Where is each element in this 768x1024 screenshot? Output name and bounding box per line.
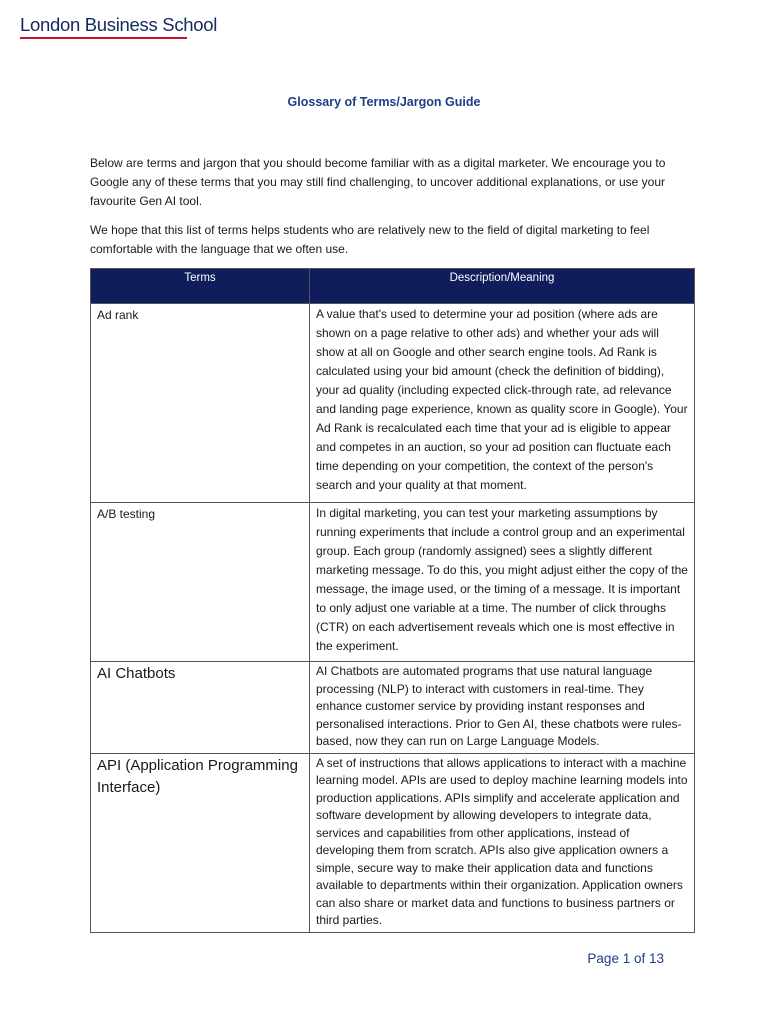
terms-column-header: Terms [91,269,310,304]
page-title: Glossary of Terms/Jargon Guide [287,95,481,109]
page-number: Page 1 of 13 [587,951,664,966]
table-row [91,304,695,503]
description-cell: AI Chatbots are automated programs that use natural language processing (NLP) to interact with customers in real-time. They enhance customer service by providing instant responses and personalised interactions. Prior to Gen AI, these chatbots were rules-based, now they can run on Large Language Models. [310,662,695,754]
term-cell: AI Chatbots [91,662,310,754]
table-row [91,503,695,662]
description-cell: A set of instructions that allows applications to interact with a machine learning model. APIs are used to deploy machine learning models into production applications. APIs simplify and accelerate application and software development by allowing developers to integrate data, services and capabilities from other applications, instead of developing them from scratch. APIs also give application owners a simple, secure way to make their application data and functions available to departments within their organization. Application owners can also share or market data and functions to business partners or third parties. [310,753,695,932]
term-cell: Ad rank [91,304,310,503]
description-column-header: Description/Meaning [310,269,695,304]
intro-paragraph: Below are terms and jargon that you should become familiar with as a digital marketer. We encourage you to Google any of these terms that you may still find challenging, to uncover additional explanations, or use your favourite Gen AI tool. [90,156,666,208]
term-cell: A/B testing [91,503,310,662]
glossary-table [90,268,695,933]
term-cell: API (Application Programming Interface) [91,753,310,932]
logo: London Business School [20,14,218,35]
description-cell: A value that's used to determine your ad position (where ads are shown on a page relative to other ads) and whether your ads will show at all on Google and other search engine tools. Ad Rank is calculated using your bid amount (check the definition of bidding), your ad quality (including expected click-through rate, ad relevance and landing page experience, known as quality score in Google). Your Ad Rank is recalculated each time that your ad is eligible to appear and competes in an auction, so your ad position can fluctuate each time depending on your competition, the context of the person's search and your quality at that moment. [310,304,695,503]
table-row [91,662,695,754]
intro-paragraph: We hope that this list of terms helps students who are relatively new to the field of digital marketing to feel comfortable with the language that we often use. [90,223,650,256]
table-header-row [91,269,695,304]
description-cell: In digital marketing, you can test your marketing assumptions by running experiments that include a control group and an experimental group. Each group (randomly assigned) sees a slightly different marketing message. To do this, you might adjust either the copy of the message, the image used, or the timing of a message. It is important to only adjust one variable at a time. The number of click throughs (CTR) on each advertisement reveals which one is most effective in the experiment. [310,503,695,662]
logo-underline [20,37,187,39]
table-row [91,753,695,932]
